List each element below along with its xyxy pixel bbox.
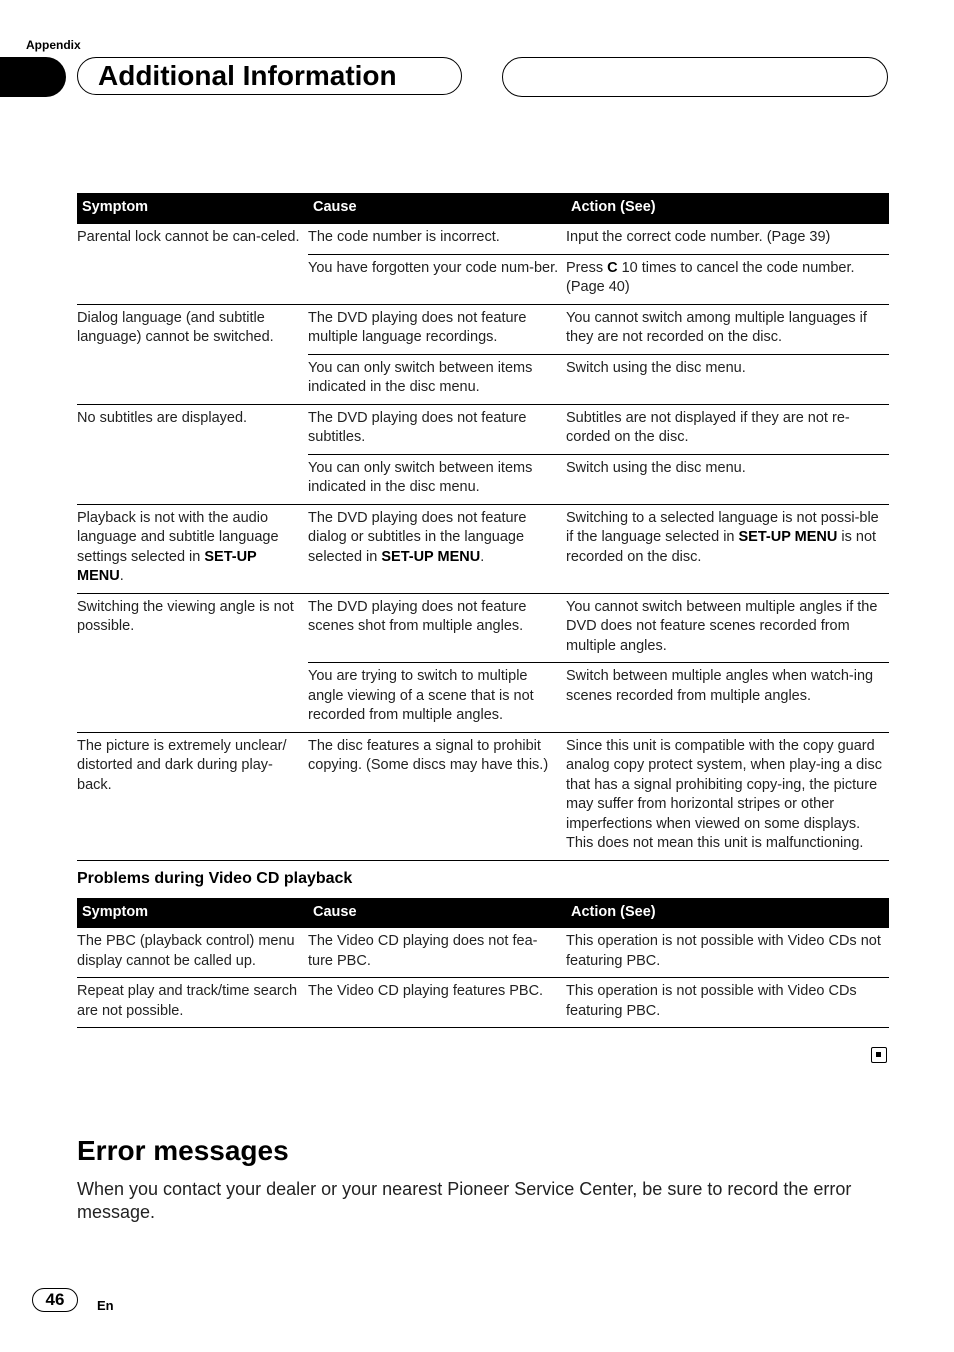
cause-cell xyxy=(308,504,566,593)
header-symptom: Symptom xyxy=(77,898,308,928)
action-text: Press xyxy=(566,259,608,276)
cause-cell: You have forgotten your code num-ber. xyxy=(308,254,566,304)
end-of-section-icon xyxy=(871,1047,887,1063)
cause-cell: The Video CD playing does not fea-ture PBC. xyxy=(308,933,538,969)
header-symptom: Symptom xyxy=(77,193,308,224)
cause-text: . xyxy=(480,548,485,565)
header-action: Action (See) xyxy=(566,898,889,928)
symptom-text: . xyxy=(119,568,124,584)
cause-cell: The DVD playing does not feature scenes shot from multiple angles. xyxy=(308,593,566,663)
action-text: Switching to a selected language is not possi-ble if the language selected in xyxy=(566,509,879,545)
action-cell: Switch using the disc menu. xyxy=(566,354,889,404)
action-cell xyxy=(566,254,889,304)
cause-cell: The DVD playing does not feature subtitles. xyxy=(308,404,566,454)
symptom-cell: Switching the viewing angle is not possible. xyxy=(77,593,308,732)
table-header-row xyxy=(77,898,889,928)
empty-banner xyxy=(502,57,888,97)
table-row xyxy=(77,304,889,354)
action-cell: You cannot switch between multiple angles if the DVD does not feature scenes recorded from multiple angles. xyxy=(566,593,889,663)
table-row xyxy=(77,928,889,978)
error-messages-body: When you contact your dealer or your nearest Pioneer Service Center, be sure to record the error message. xyxy=(77,1179,852,1222)
header-cause: Cause xyxy=(308,193,566,224)
vcd-section-heading: Problems during Video CD playback xyxy=(77,870,353,887)
cause-cell: The disc features a signal to prohibit copying. (Some discs may have this.) xyxy=(308,732,566,860)
cause-cell: You can only switch between items indicated in the disc menu. xyxy=(308,454,566,504)
action-key: C xyxy=(607,259,618,276)
cause-cell: The Video CD playing features PBC. xyxy=(308,978,566,1028)
action-cell: This operation is not possible with Video CDs featuring PBC. xyxy=(566,978,889,1028)
symptom-cell: Parental lock cannot be can-celed. xyxy=(77,224,308,305)
action-text: is not recorded on the disc. xyxy=(566,529,877,565)
vcd-troubleshooting-table xyxy=(77,898,889,1028)
header-action: Action (See) xyxy=(566,193,889,224)
cause-cell: The code number is incorrect. xyxy=(308,224,566,255)
cause-cell: You can only switch between items indicated in the disc menu. xyxy=(308,354,566,404)
table-row xyxy=(77,404,889,454)
action-text: 10 times to cancel the code number. (Page 40) xyxy=(566,259,855,295)
table-row xyxy=(77,504,889,593)
symptom-cell: The picture is extremely unclear/ distorted and dark during play-back. xyxy=(77,732,308,860)
menu-name: SET-UP MENU xyxy=(381,548,481,565)
table-row xyxy=(77,224,889,255)
symptom-cell: Repeat play and track/time search are not possible. xyxy=(77,978,308,1028)
symptom-cell: The PBC (playback control) menu display cannot be called up. xyxy=(77,933,295,969)
symptom-text: Playback is not with the audio language and subtitle language settings selected in xyxy=(77,509,279,565)
cause-text: The DVD playing does not feature dialog or subtitles in the language selected in xyxy=(308,509,527,565)
header-cause: Cause xyxy=(308,898,566,928)
action-cell: Switch between multiple angles when watch-ing scenes recorded from multiple angles. xyxy=(566,663,889,733)
symptom-cell xyxy=(77,504,308,593)
section-label: Appendix xyxy=(26,38,81,52)
action-cell: Subtitles are not displayed if they are not re-corded on the disc. xyxy=(566,404,889,454)
troubleshooting-table xyxy=(77,193,889,861)
symptom-cell: No subtitles are displayed. xyxy=(77,404,308,504)
page-title: Additional Information xyxy=(98,60,397,91)
action-cell: This operation is not possible with Video CDs not featuring PBC. xyxy=(566,933,881,969)
error-messages-heading: Error messages xyxy=(77,1135,289,1166)
action-cell: Since this unit is compatible with the copy guard analog copy protect system, when play-ing a disc that has a signal prohibiting copy-ing, the picture may suffer from horizontal stripes or other imperfections when viewed on some displays. This does not mean this unit is malfunctioning. xyxy=(566,732,889,860)
section-tab-marker xyxy=(0,57,66,97)
menu-name: SET-UP MENU xyxy=(738,529,838,545)
table-header-row xyxy=(77,193,889,224)
cause-cell: The DVD playing does not feature multiple language recordings. xyxy=(308,304,566,354)
table-row xyxy=(77,732,889,860)
action-cell: Switch using the disc menu. xyxy=(566,454,889,504)
symptom-cell: Dialog language (and subtitle language) cannot be switched. xyxy=(77,304,308,404)
title-banner xyxy=(77,57,462,95)
action-cell xyxy=(566,504,889,593)
action-cell: Input the correct code number. (Page 39) xyxy=(566,224,889,255)
cause-cell: You are trying to switch to multiple angle viewing of a scene that is not recorded from multiple angles. xyxy=(308,663,566,733)
language-code: En xyxy=(97,1298,114,1313)
action-cell: You cannot switch among multiple languages if they are not recorded on the disc. xyxy=(566,304,889,354)
menu-name: SET-UP MENU xyxy=(77,548,257,584)
table-row xyxy=(77,978,889,1028)
table-row xyxy=(77,593,889,663)
page-number: 46 xyxy=(32,1288,78,1312)
